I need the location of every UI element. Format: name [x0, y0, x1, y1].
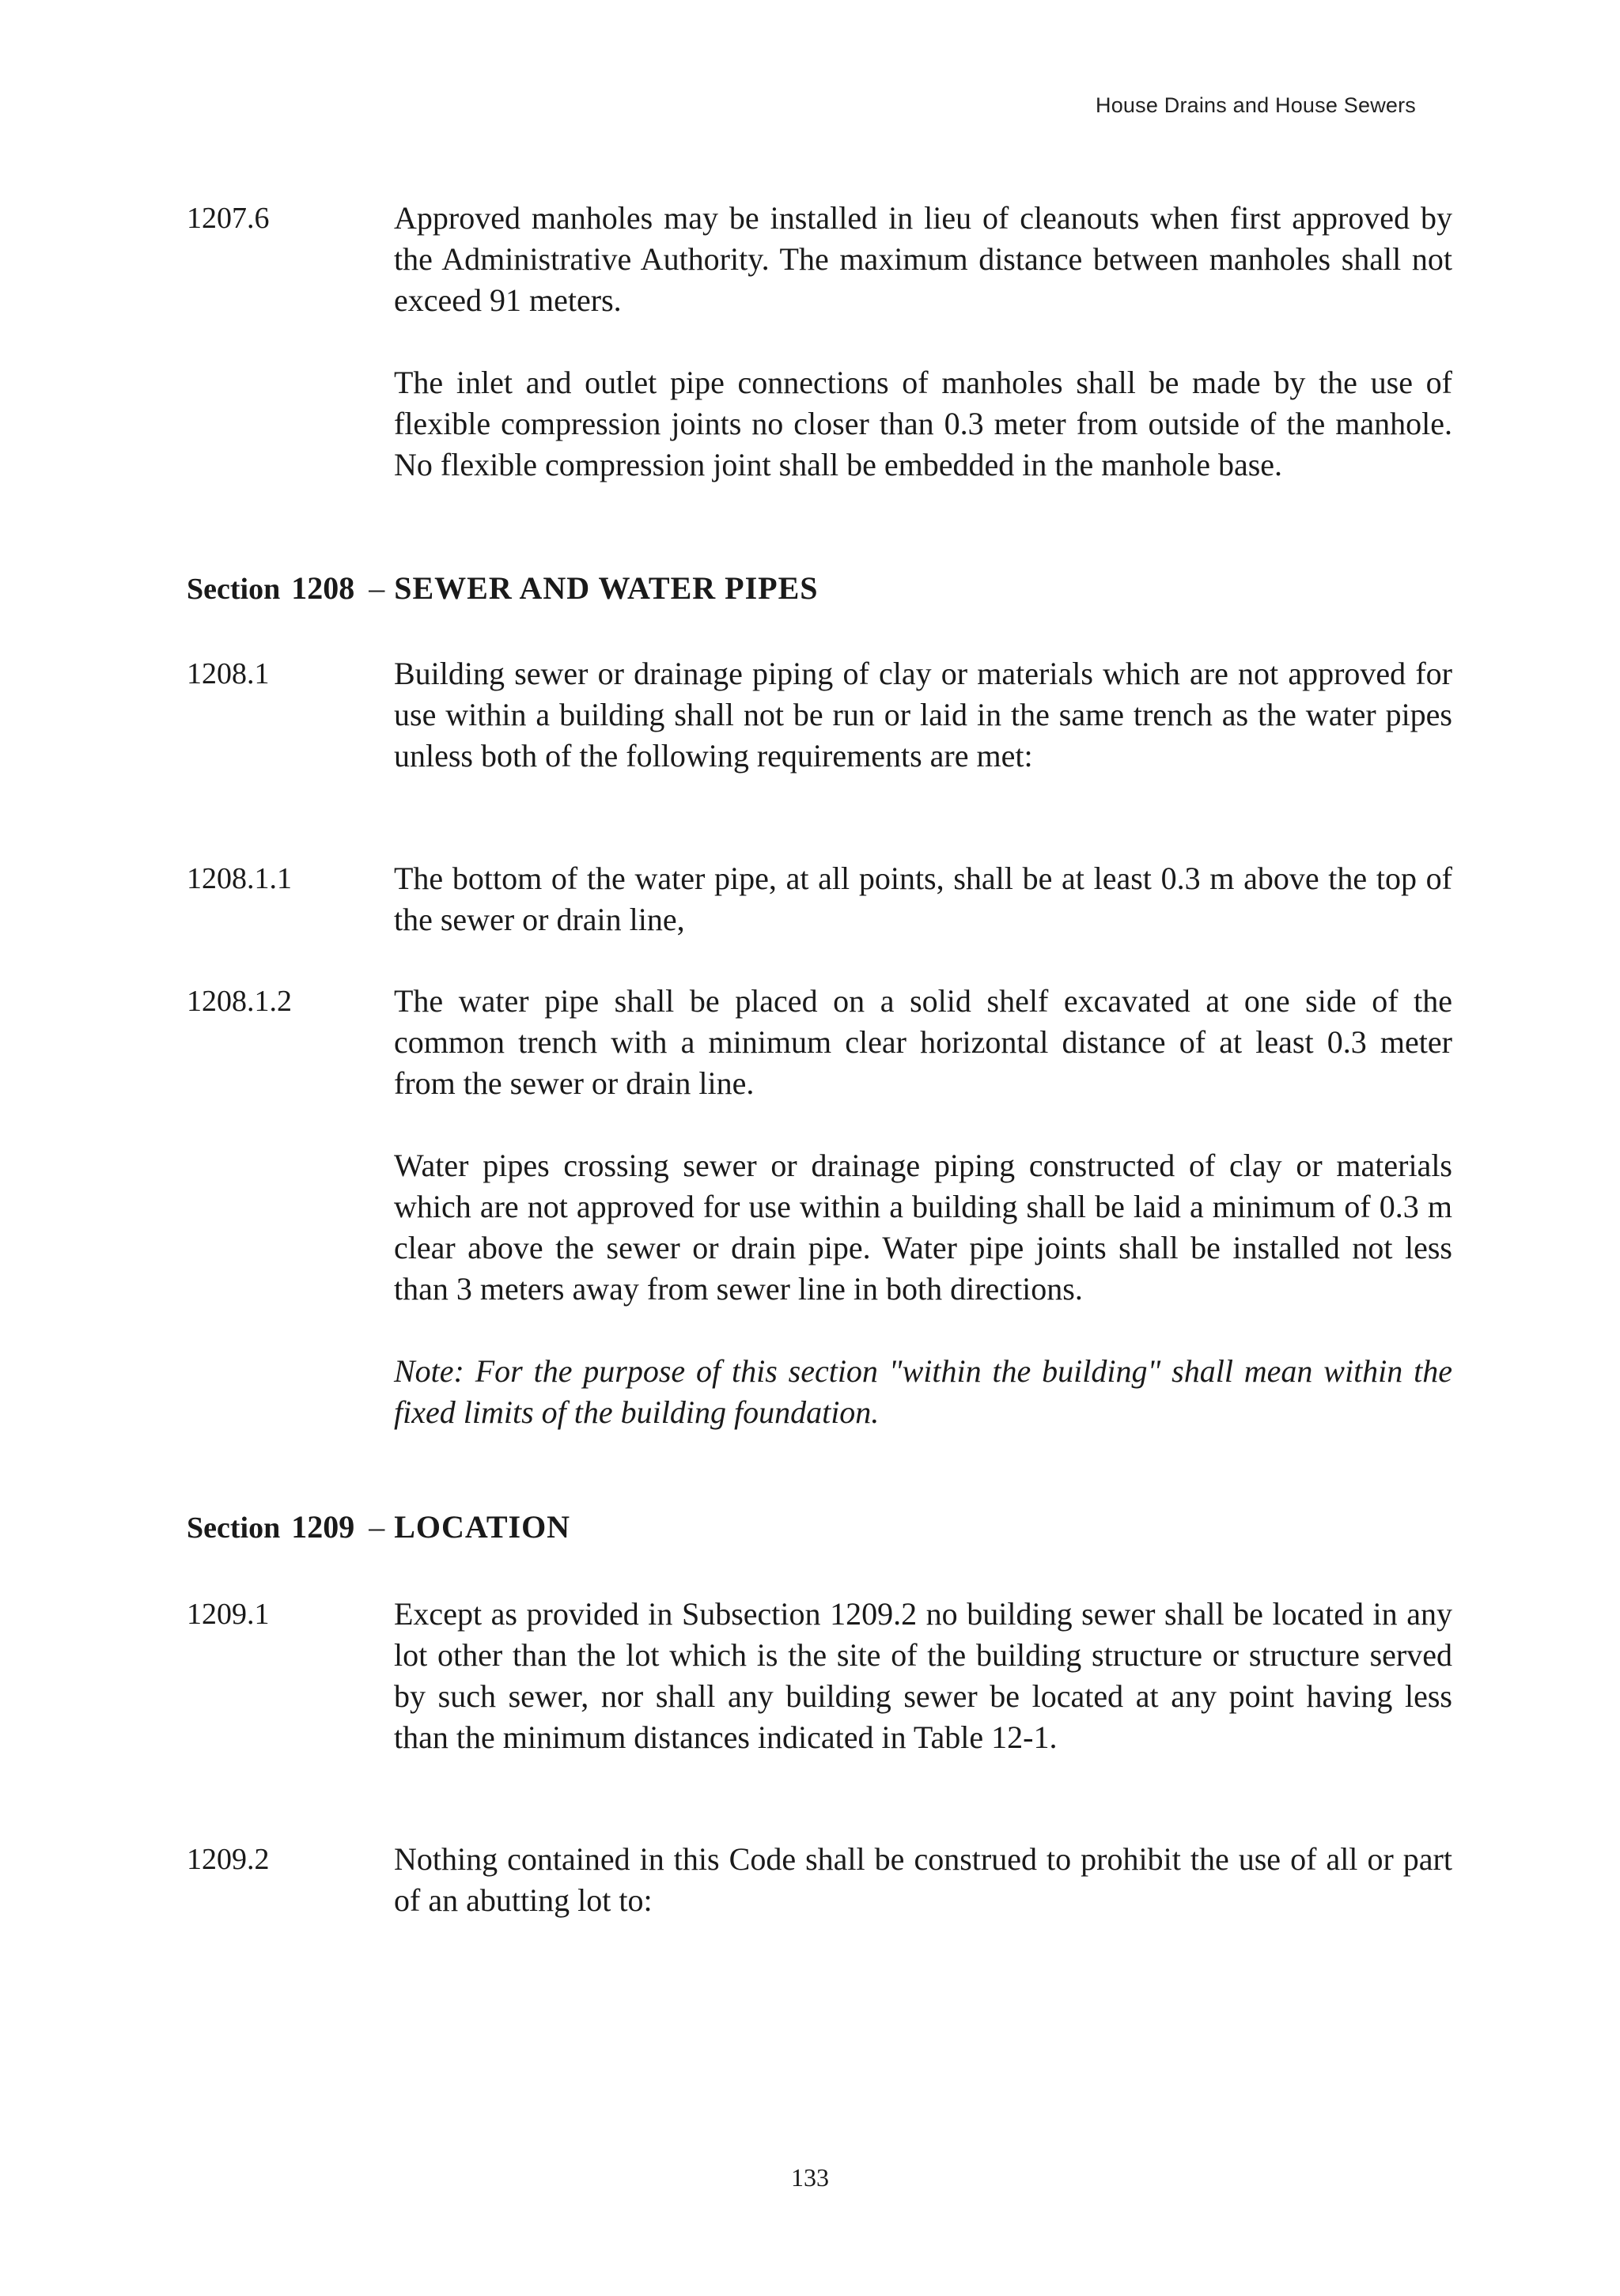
clause-number: 1209.2	[187, 1843, 270, 1876]
paragraph: The water pipe shall be placed on a solid shelf excavated at one side of the common trench with a minimum clear horizontal distance of at least 0.3 meter from the sewer or drain line.	[394, 983, 1452, 1101]
paragraph: Except as provided in Subsection 1209.2 no building sewer shall be located in any lot other than the lot which is the site of the building structure or structure served by such sewer, nor shall any building sewer be located at any point having less than the minimum distances indicated in Table 12-1.	[394, 1596, 1452, 1755]
page-number: 133	[791, 2163, 829, 2192]
note	[394, 1351, 1452, 1433]
clause-body	[394, 1839, 1452, 1921]
clause-body	[394, 981, 1452, 1433]
paragraph: The bottom of the water pipe, at all points, shall be at least 0.3 m above the top of the sewer or drain line,	[394, 861, 1452, 937]
section-heading-1208	[187, 568, 819, 610]
running-header: House Drains and House Sewers	[1096, 93, 1416, 117]
section-dash: –	[369, 570, 385, 606]
paragraph: Building sewer or drainage piping of clay or materials which are not approved for use within a building shall not be run or laid in the same trench as the water pipes unless both of the following requirements are met:	[394, 656, 1452, 774]
clause-number: 1207.6	[187, 202, 270, 235]
clause-number: 1208.1	[187, 657, 270, 690]
clause-number: 1209.1	[187, 1598, 270, 1631]
paragraph: Nothing contained in this Code shall be construed to prohibit the use of all or part of an abutting lot to:	[394, 1841, 1452, 1918]
clause-body	[394, 653, 1452, 777]
clause-number: 1208.1.1	[187, 862, 292, 895]
clause-number: 1208.1.2	[187, 985, 292, 1018]
paragraph: Approved manholes may be installed in lieu of cleanouts when first approved by the Administrative Authority. The maximum distance between manholes shall not exceed 91 meters.	[394, 200, 1452, 318]
clause-body	[394, 858, 1452, 940]
section-dash: –	[369, 1509, 385, 1545]
note-label: Note:	[394, 1353, 464, 1389]
section-word: Section	[187, 573, 281, 606]
section-title: SEWER AND WATER PIPES	[394, 570, 819, 606]
section-word: Section	[187, 1511, 281, 1545]
paragraph: The inlet and outlet pipe connections of manholes shall be made by the use of flexible compression joints no closer than 0.3 meter from outside of the manhole. No flexible compression joint shall be embedded in the manhole base.	[394, 365, 1452, 482]
section-heading-1209	[187, 1507, 570, 1549]
section-number: 1209	[291, 1509, 355, 1545]
section-title: LOCATION	[394, 1509, 571, 1545]
clause-body	[394, 198, 1452, 486]
clause-body	[394, 1594, 1452, 1758]
note-text: For the purpose of this section "within the building" shall mean within the fixed limits of the building foundation.	[394, 1353, 1453, 1430]
paragraph: Water pipes crossing sewer or drainage piping constructed of clay or materials which are not approved for use within a building shall be laid a minimum of 0.3 m clear above the sewer or drain pipe. Water pipe joints shall be installed not less than 3 meters away from sewer line in both directions.	[394, 1148, 1452, 1307]
section-number: 1208	[291, 570, 355, 606]
